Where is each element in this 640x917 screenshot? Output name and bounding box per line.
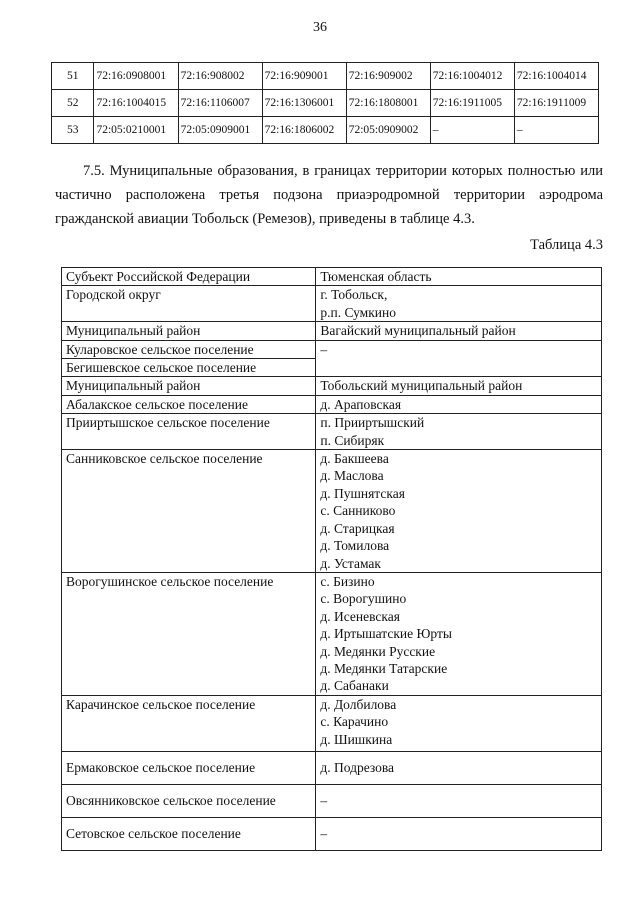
cadastral-code: 72:16:1808001 bbox=[346, 90, 430, 117]
locality-name: п. Прииртышский bbox=[320, 415, 425, 431]
locality-name: д. Медянки Русские bbox=[320, 643, 436, 659]
settlement-name-cell bbox=[62, 322, 316, 340]
table-row bbox=[62, 377, 602, 395]
settlement-name-cell bbox=[62, 817, 316, 850]
settlement-name-cell bbox=[62, 695, 316, 751]
table-row bbox=[62, 268, 602, 286]
settlement-name-cell bbox=[62, 751, 316, 784]
paragraph-line: 7.5. Муниципальные образования, в границах территории которых полностью или bbox=[83, 163, 603, 179]
locality-name: д. Томилова bbox=[320, 538, 390, 554]
cadastral-code: 72:05:0210001 bbox=[94, 117, 178, 144]
table-row bbox=[62, 322, 602, 340]
settlement-name: Ворогушинское сельское поселение bbox=[66, 573, 274, 589]
settlement-name: Абалакское сельское поселение bbox=[66, 396, 248, 412]
locality-name: д. Медянки Татарские bbox=[320, 660, 448, 676]
row-number: 51 bbox=[52, 63, 94, 90]
locality-name: Тюменская область bbox=[320, 269, 432, 284]
locality-name: д. Устамак bbox=[320, 555, 381, 571]
settlement-name-cell bbox=[62, 784, 316, 817]
table-row bbox=[62, 784, 602, 817]
cadastral-code: 72:05:0909002 bbox=[346, 117, 430, 144]
locality-name: – bbox=[320, 793, 328, 809]
settlement-name: Ермаковское сельское поселение bbox=[66, 760, 256, 776]
locality-name: д. Исеневская bbox=[320, 608, 400, 624]
section-paragraph bbox=[55, 159, 603, 231]
cadastral-code: 72:16:1306001 bbox=[262, 90, 346, 117]
table-row bbox=[52, 117, 599, 144]
locality-cell bbox=[316, 695, 602, 751]
locality-cell bbox=[316, 322, 602, 340]
locality-name: Вагайский муниципальный район bbox=[320, 323, 516, 339]
cadastral-table bbox=[51, 62, 599, 144]
locality-name: г. Тобольск, bbox=[320, 287, 388, 303]
locality-name: с. Карачино bbox=[320, 714, 389, 730]
settlement-name-cell bbox=[62, 450, 316, 573]
locality-cell bbox=[316, 817, 602, 850]
locality-cell bbox=[316, 784, 602, 817]
cadastral-code: – bbox=[430, 117, 514, 144]
table-caption: Таблица 4.3 bbox=[530, 237, 603, 253]
table-row bbox=[62, 395, 602, 413]
table-row bbox=[62, 340, 602, 358]
table-row bbox=[62, 751, 602, 784]
locality-name: д. Шишкина bbox=[320, 731, 393, 747]
page-number: 36 bbox=[313, 20, 327, 35]
locality-name: д. Старицкая bbox=[320, 520, 395, 536]
locality-cell bbox=[316, 395, 602, 413]
settlement-name: Сетовское сельское поселение bbox=[66, 826, 241, 842]
locality-cell bbox=[316, 268, 602, 286]
settlement-name: Прииртышское сельское поселение bbox=[66, 415, 270, 431]
locality-cell bbox=[316, 414, 602, 450]
settlement-name: Куларовское сельское поселение bbox=[66, 341, 254, 357]
cadastral-code: 72:16:908002 bbox=[178, 63, 262, 90]
locality-cell bbox=[316, 340, 602, 377]
cadastral-code: 72:16:909002 bbox=[346, 63, 430, 90]
cadastral-code: 72:16:1911009 bbox=[514, 90, 598, 117]
settlement-name: Бегишевское сельское поселение bbox=[66, 360, 257, 376]
locality-cell bbox=[316, 751, 602, 784]
cadastral-code: 72:16:1004014 bbox=[514, 63, 598, 90]
settlement-name: Муниципальный район bbox=[66, 378, 201, 394]
table-row bbox=[52, 90, 599, 117]
paragraph-line: гражданской авиации Тобольск (Ремезов), приведены в таблице 4.3. bbox=[55, 211, 475, 227]
table-row bbox=[62, 817, 602, 850]
cadastral-code: 72:16:909001 bbox=[262, 63, 346, 90]
settlement-name: Санниковское сельское поселение bbox=[66, 451, 263, 467]
locality-name: с. Ворогушино bbox=[320, 591, 407, 607]
locality-cell bbox=[316, 286, 602, 322]
cadastral-code: – bbox=[514, 117, 598, 144]
settlement-name: Овсянниковское сельское поселение bbox=[66, 793, 276, 809]
locality-name: с. Санниково bbox=[320, 503, 396, 519]
settlement-name: Городской округ bbox=[66, 287, 161, 303]
settlement-name-cell bbox=[62, 572, 316, 695]
settlement-name-cell bbox=[62, 340, 316, 358]
table-row bbox=[52, 63, 599, 90]
locality-name: д. Иртышатские Юрты bbox=[320, 626, 452, 642]
cadastral-code: 72:16:1106007 bbox=[178, 90, 262, 117]
locality-name: д. Подрезова bbox=[320, 760, 395, 776]
cadastral-code: 72:16:1911005 bbox=[430, 90, 514, 117]
cadastral-code: 72:16:1004015 bbox=[94, 90, 178, 117]
municipalities-table bbox=[61, 267, 602, 851]
locality-name: д. Араповская bbox=[320, 396, 402, 412]
locality-cell bbox=[316, 572, 602, 695]
locality-name: с. Бизино bbox=[320, 573, 375, 589]
settlement-name-cell bbox=[62, 268, 316, 286]
locality-name: д. Маслова bbox=[320, 468, 384, 484]
table-row bbox=[62, 450, 602, 573]
cadastral-code: 72:16:1004012 bbox=[430, 63, 514, 90]
row-number: 53 bbox=[52, 117, 94, 144]
settlement-name: Муниципальный район bbox=[66, 323, 201, 339]
table-row bbox=[62, 414, 602, 450]
locality-name: д. Долбилова bbox=[320, 696, 397, 712]
locality-cell bbox=[316, 450, 602, 573]
paragraph-line: частично расположена третья подзона приаэродромной территории аэродрома bbox=[55, 187, 603, 203]
settlement-name-cell bbox=[62, 377, 316, 395]
locality-name: – bbox=[320, 826, 328, 842]
locality-name: п. Сибиряк bbox=[320, 432, 385, 448]
locality-cell bbox=[316, 377, 602, 395]
locality-name: д. Бакшеева bbox=[320, 451, 389, 467]
cadastral-code: 72:05:0909001 bbox=[178, 117, 262, 144]
cadastral-code: 72:16:0908001 bbox=[94, 63, 178, 90]
settlement-name-cell bbox=[62, 414, 316, 450]
locality-name: р.п. Сумкино bbox=[320, 304, 396, 320]
table-row bbox=[62, 572, 602, 695]
settlement-name-cell bbox=[62, 286, 316, 322]
locality-name: д. Пушнятская bbox=[320, 485, 405, 501]
settlement-name: Карачинское сельское поселение bbox=[66, 696, 256, 712]
locality-name: – bbox=[320, 341, 328, 357]
locality-name: д. Сабанаки bbox=[320, 678, 389, 694]
locality-name: Тобольский муниципальный район bbox=[320, 378, 523, 394]
settlement-name-cell bbox=[62, 359, 316, 377]
table-row bbox=[62, 286, 602, 322]
settlement-name-cell bbox=[62, 395, 316, 413]
table-row bbox=[62, 695, 602, 751]
settlement-name: Субъект Российской Федерации bbox=[66, 269, 251, 284]
row-number: 52 bbox=[52, 90, 94, 117]
cadastral-code: 72:16:1806002 bbox=[262, 117, 346, 144]
